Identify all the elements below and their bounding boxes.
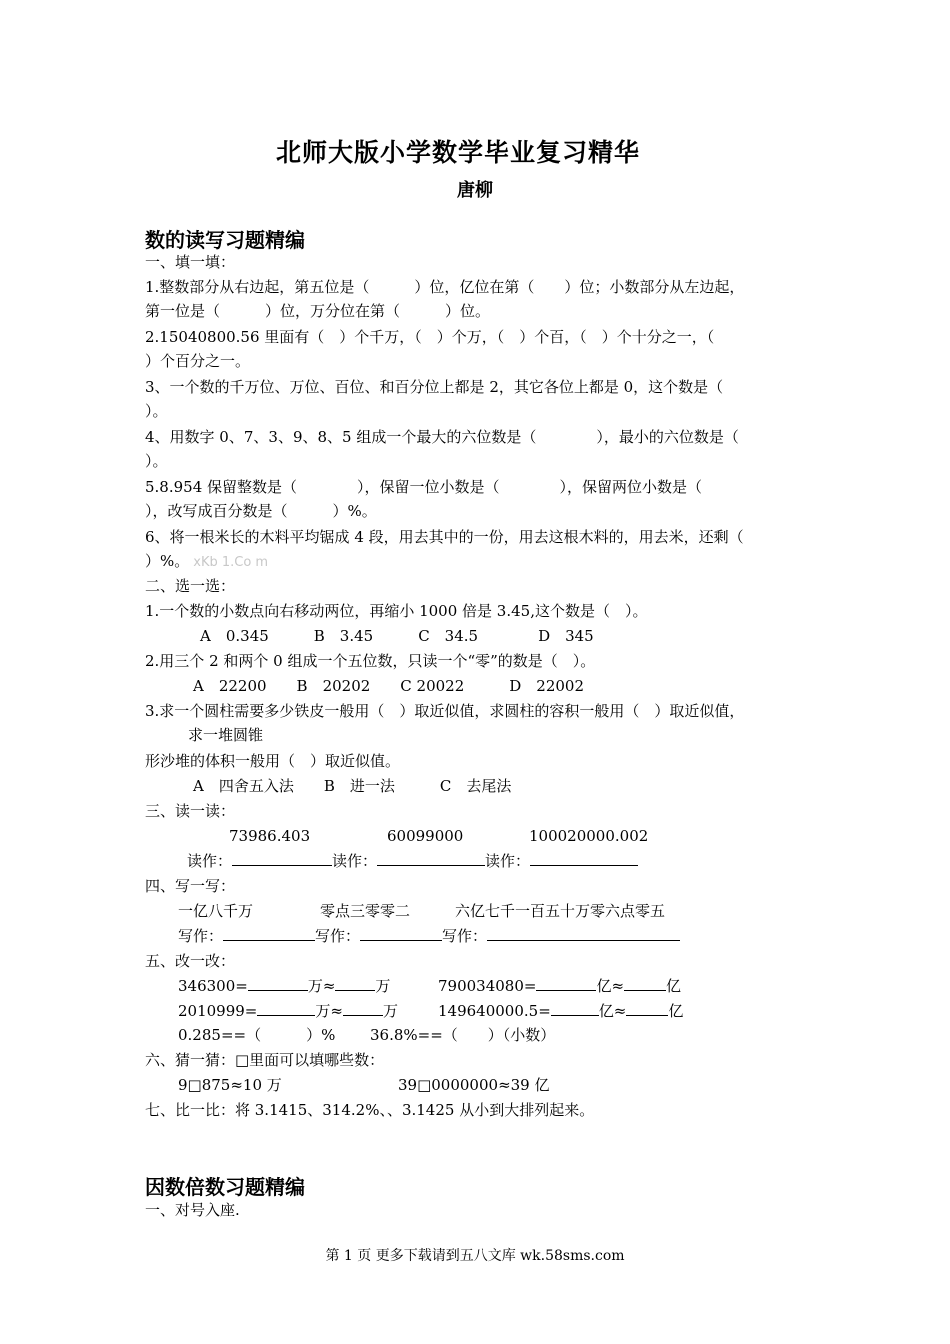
read-number-1: 73986.403	[229, 827, 311, 845]
convert-2-unit-a: 亿≈	[596, 977, 625, 995]
convert-3-unit-a: 万≈	[315, 1002, 343, 1020]
part-heading-guess: 六、猜一猜：□里面可以填哪些数：	[145, 1051, 385, 1069]
convert-1-blank-a[interactable]	[248, 975, 308, 991]
convert-row-2-right	[438, 1000, 683, 1021]
convert-4-blank-b[interactable]	[626, 1000, 668, 1016]
convert-row-3-right: 36.8%==（ ）（小数）	[370, 1026, 556, 1044]
part-heading-fill: 一、填一填：	[145, 253, 236, 271]
convert-4-unit-a: 亿≈	[598, 1002, 627, 1020]
part-heading-write: 四、写一写：	[145, 877, 236, 895]
convert-3-blank-b[interactable]	[343, 1000, 383, 1016]
convert-row-1-left	[178, 975, 390, 996]
watermark-text: xKb 1.Co m	[193, 555, 269, 570]
question-6-tail: ）%。	[145, 552, 190, 570]
page-footer: 第 1 页 更多下载请到五八文库 wk.58sms.com	[325, 1248, 625, 1264]
choice-1: 1.一个数的小数点向右移动两位，再缩小 1000 倍是 3.45,这个数是（ ）。	[145, 602, 648, 620]
question-6-line-2	[145, 551, 268, 573]
write-words-1: 一亿八千万	[178, 902, 254, 920]
convert-4-unit-b: 亿	[668, 1002, 684, 1020]
question-2-line-2: ）个百分之一。	[145, 352, 251, 370]
question-5-line-2: ），改写成百分数是（ ）%。	[145, 502, 377, 520]
write-answer-row	[178, 925, 680, 946]
part-heading-choose: 二、选一选：	[145, 577, 236, 595]
convert-row-1-right	[438, 975, 681, 996]
read-blank-3[interactable]	[530, 850, 638, 866]
question-4-line-1: 4、用数字 0、7、3、9、8、5 组成一个最大的六位数是（ ），最小的六位数是（	[145, 428, 739, 446]
convert-row-3-left: 0.285==（ ）%	[178, 1026, 336, 1044]
question-5-line-1: 5.8.954 保留整数是（ ），保留一位小数是（ ），保留两位小数是（	[145, 478, 703, 496]
guess-2: 39□0000000≈39 亿	[398, 1076, 550, 1094]
choice-3-line-3: 形沙堆的体积一般用（ ）取近似值。	[145, 752, 401, 770]
document-author: 唐柳	[457, 180, 493, 201]
convert-1-blank-b[interactable]	[335, 975, 375, 991]
choice-2-options: A 22200 B 20202 C 20022 D 22002	[193, 677, 584, 695]
question-1-line-2: 第一位是（ ）位，万分位在第（ ）位。	[145, 302, 491, 320]
convert-2-number: 790034080=	[438, 977, 537, 995]
write-blank-2[interactable]	[360, 925, 442, 941]
convert-2-blank-a[interactable]	[536, 975, 596, 991]
choice-3-options: A 四舍五入法 B 进一法 C 去尾法	[193, 777, 512, 795]
guess-1: 9□875≈10 万	[178, 1076, 282, 1094]
question-3-line-1: 3、一个数的千万位、万位、百位、和百分位上都是 2，其它各位上都是 0，这个数是（	[145, 378, 724, 396]
part-heading-read: 三、读一读：	[145, 802, 236, 820]
convert-3-blank-a[interactable]	[257, 1000, 315, 1016]
question-4-line-2: ）。	[145, 452, 168, 470]
read-label-2: 读作：	[332, 852, 378, 870]
read-label-3: 读作：	[485, 852, 531, 870]
question-1-line-1: 1.整数部分从右边起，第五位是（ ）位，亿位在第（ ）位；小数部分从左边起，	[145, 278, 745, 296]
question-2-line-1: 2.15040800.56 里面有（ ）个千万，（ ）个万，（ ）个百，（ ）个十分之一，（	[145, 328, 715, 346]
choice-2: 2.用三个 2 和两个 0 组成一个五位数，只读一个“零”的数是（ ）。	[145, 652, 596, 670]
part-heading-match: 一、对号入座.	[145, 1201, 240, 1219]
read-number-3: 100020000.002	[529, 827, 649, 845]
write-blank-3[interactable]	[487, 925, 680, 941]
section-heading-factors-multiples: 因数倍数习题精编	[145, 1175, 305, 1199]
convert-1-number: 346300=	[178, 977, 248, 995]
convert-3-unit-b: 万	[382, 1002, 398, 1020]
choice-1-options: A 0.345 B 3.45 C 34.5 D 345	[200, 627, 594, 645]
convert-2-unit-b: 亿	[666, 977, 682, 995]
choice-3-line-2: 求一堆圆锥	[188, 726, 264, 744]
question-3-line-2: ）。	[145, 402, 168, 420]
read-answer-row	[187, 850, 638, 871]
write-words-3: 六亿七千一百五十万零六点零五	[455, 902, 666, 920]
convert-1-unit-a: 万≈	[307, 977, 336, 995]
convert-4-blank-a[interactable]	[551, 1000, 599, 1016]
convert-row-2-left	[178, 1000, 398, 1021]
read-label-1: 读作：	[187, 852, 233, 870]
write-label-2: 写作：	[315, 927, 361, 945]
part-heading-convert: 五、改一改：	[145, 952, 236, 970]
convert-3-number: 2010999=	[178, 1002, 258, 1020]
document-title: 北师大版小学数学毕业复习精华	[275, 138, 640, 167]
write-blank-1[interactable]	[223, 925, 315, 941]
convert-1-unit-b: 万	[375, 977, 391, 995]
question-6-line-1: 6、将一根米长的木料平均锯成 4 段，用去其中的一份，用去这根木料的，用去米，还剩（	[145, 528, 744, 546]
read-blank-1[interactable]	[232, 850, 332, 866]
write-words-2: 零点三零零二	[320, 902, 411, 920]
convert-4-number: 149640000.5=	[438, 1002, 551, 1020]
convert-2-blank-b[interactable]	[624, 975, 666, 991]
read-blank-2[interactable]	[377, 850, 485, 866]
write-label-1: 写作：	[178, 927, 224, 945]
part-heading-compare: 七、比一比：将 3.1415、314.2%、、3.1425 从小到大排列起来。	[145, 1101, 595, 1119]
choice-3-line-1: 3.求一个圆柱需要多少铁皮一般用（ ）取近似值，求圆柱的容积一般用（ ）取近似值，	[145, 702, 745, 720]
write-label-3: 写作：	[442, 927, 488, 945]
read-number-2: 60099000	[387, 827, 464, 845]
section-heading-reading-writing: 数的读写习题精编	[145, 228, 305, 252]
